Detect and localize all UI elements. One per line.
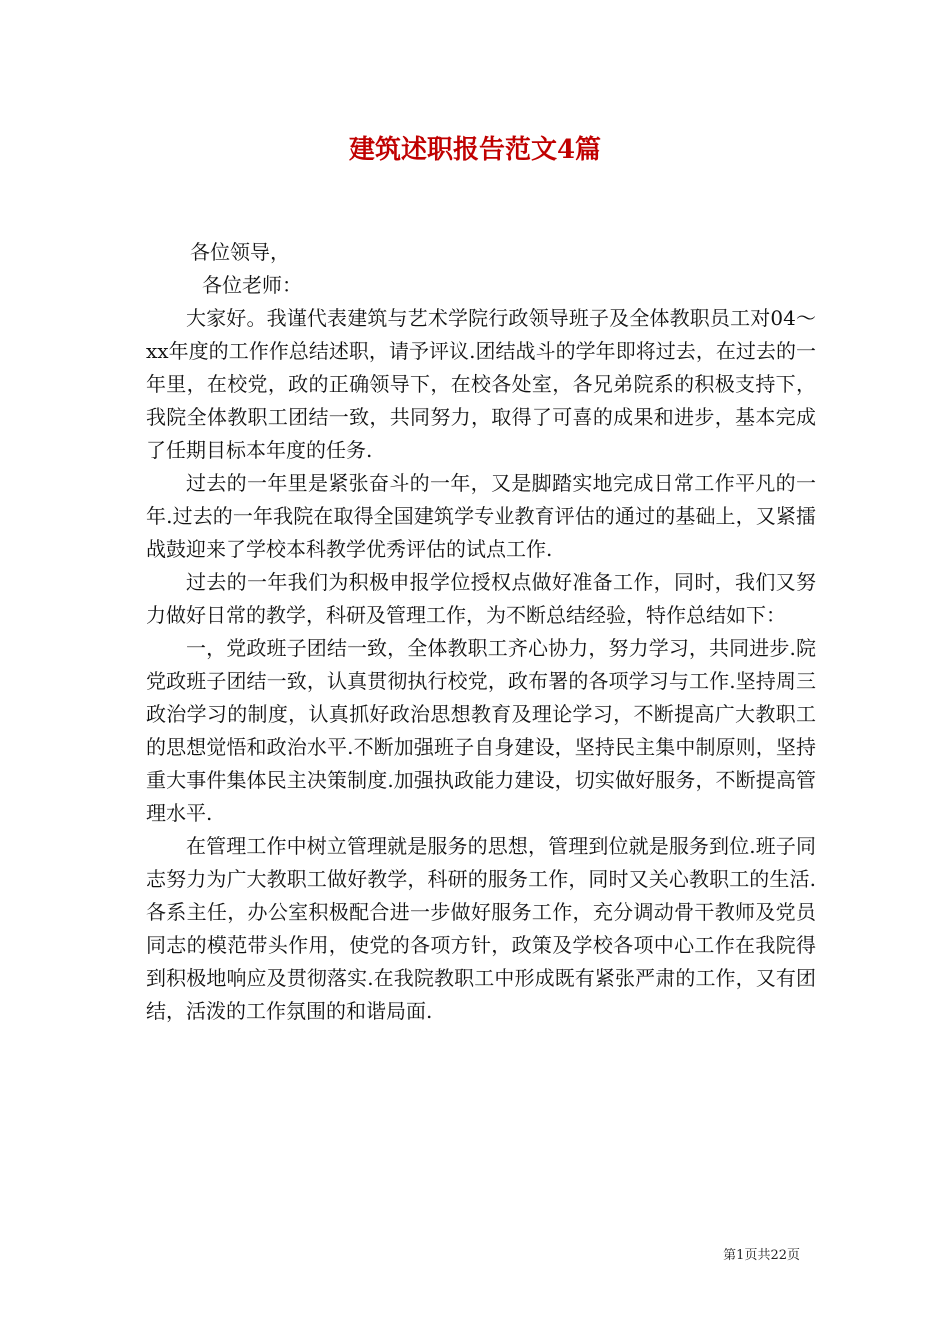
paragraph-4: 一，党政班子团结一致，全体教职工齐心协力，努力学习，共同进步.院党政班子团结一致，认真贯彻执行校党，政布署的各项学习与工作.坚持周三政治学习的制度，认真抓好政治思想教育及理论学习，不断提高广大教职工的思想觉悟和政治水平.不断加强班子自身建设，坚持民主集中制原则，坚持重大事件集体民主决策制度.加强执政能力建设，切实做好服务，不断提高管理水平.	[146, 636, 816, 825]
paragraph-3: 过去的一年我们为积极申报学位授权点做好准备工作，同时，我们又努力做好日常的教学，科研及管理工作，为不断总结经验，特作总结如下：	[146, 570, 816, 627]
salutation-leaders: 各位领导，	[190, 240, 290, 264]
paragraph-5: 在管理工作中树立管理就是服务的思想，管理到位就是服务到位.班子同志努力为广大教职工做好教学，科研的服务工作，同时又关心教职工的生活.各系主任，办公室积极配合进一步做好服务工作，充分调动骨干教师及党员同志的模范带头作用，使党的各项方针，政策及学校各项中心工作在我院得到积极地响应及贯彻落实.在我院教职工中形成既有紧张严肃的工作，又有团结，活泼的工作氛围的和谐局面.	[146, 834, 816, 1023]
document-body	[146, 236, 816, 1028]
page-footer: 第1页共22页	[723, 1248, 800, 1263]
document-title: 建筑述职报告范文4篇	[348, 135, 602, 165]
paragraph-1: 大家好。我谨代表建筑与艺术学院行政领导班子及全体教职员工对04～xx年度的工作作总结述职，请予评议.团结战斗的学年即将过去，在过去的一年里，在校党，政的正确领导下，在校各处室，各兄弟院系的积极支持下，我院全体教职工团结一致，共同努力，取得了可喜的成果和进步，基本完成了任期目标本年度的任务.	[146, 306, 816, 462]
salutation-teachers: 各位老师：	[202, 273, 302, 297]
paragraph-2: 过去的一年里是紧张奋斗的一年，又是脚踏实地完成日常工作平凡的一年.过去的一年我院在取得全国建筑学专业教育评估的通过的基础上，又紧擂战鼓迎来了学校本科教学优秀评估的试点工作.	[146, 471, 816, 561]
